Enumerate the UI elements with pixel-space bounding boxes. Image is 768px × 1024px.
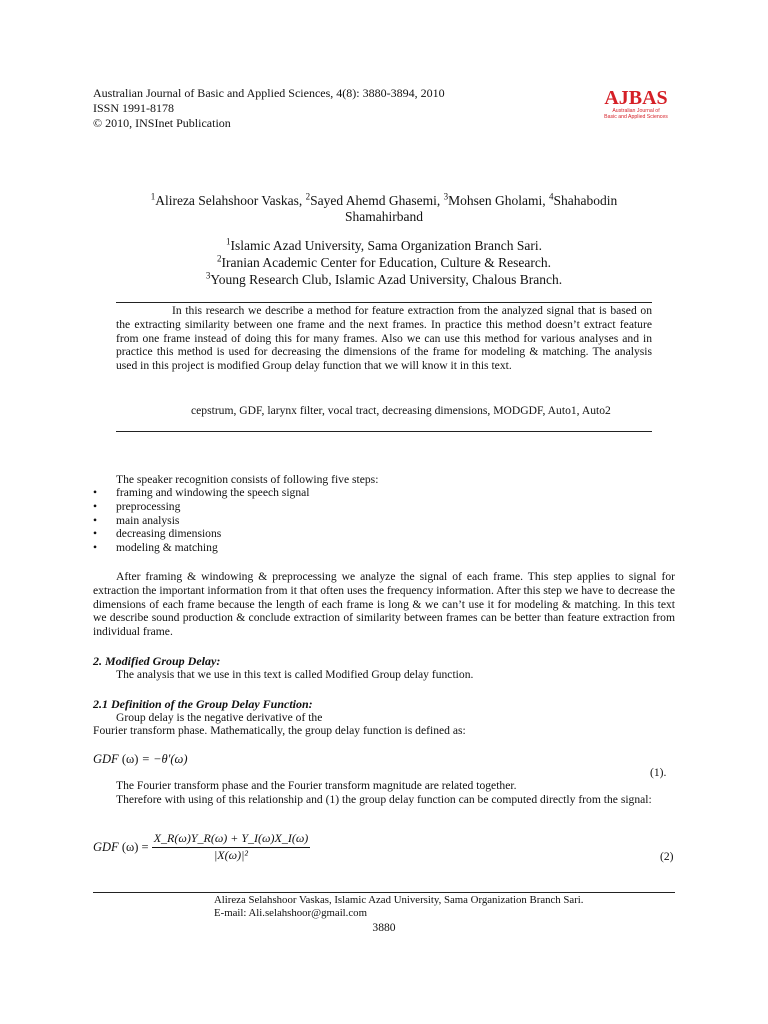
author-1: Alireza Selahshoor Vaskas, <box>155 193 306 208</box>
equation-1: GDF (ω) = −θ′(ω) <box>93 752 188 766</box>
equation-2-fraction <box>152 831 311 863</box>
list-item: • modeling & matching <box>93 541 310 555</box>
abstract-top-rule <box>116 302 652 303</box>
journal-citation: Australian Journal of Basic and Applied Sciences, 4(8): 3880-3894, 2010 <box>93 86 445 100</box>
author-3: Mohsen Gholami, <box>448 193 550 208</box>
author-4: Shahabodin <box>553 193 618 208</box>
intro-lead: The speaker recognition consists of following five steps: <box>116 473 379 486</box>
equation-1-number: (1). <box>650 766 667 779</box>
footer-rule <box>93 892 675 893</box>
issn: ISSN 1991-8178 <box>93 101 175 115</box>
author-4-continued: Shamahirband <box>345 209 423 224</box>
affiliation-2: $^2$Iranian Academic Center for Education, Culture & Research. <box>217 253 551 270</box>
affiliation-1: $^1$Islamic Azad University, Sama Organization Branch Sari. <box>225 236 543 253</box>
footer-affiliation: Alireza Selahshoor Vaskas, Islamic Azad University, Sama Organization Branch Sari. <box>214 894 584 906</box>
after-eq1-line-2: Therefore with using of this relationship and (1) the group delay function can be computed directly from the signal: <box>116 793 652 806</box>
equation-2-number: (2) <box>660 850 674 863</box>
abstract <box>116 304 652 373</box>
equation-2-numerator: X_R(ω)Y_R(ω) + Y_I(ω)X_I(ω) <box>152 831 311 848</box>
steps-list <box>93 486 310 555</box>
section-2-1-line-1: Group delay is the negative derivative of the <box>116 711 323 724</box>
section-2-1-line-2: Fourier transform phase. Mathematically, the group delay function is defined as: <box>93 724 466 737</box>
copyright: © 2010, INSInet Publication <box>93 116 231 130</box>
after-eq1-line-1: The Fourier transform phase and the Fourier transform magnitude are related together. <box>116 779 517 792</box>
logo-subtext-1: Australian Journal of <box>612 108 660 114</box>
list-item: • decreasing dimensions <box>93 527 310 541</box>
section-2-1-heading: 2.1 Definition of the Group Delay Function: <box>93 697 313 711</box>
equation-2: GDF (ω) = $\frac{X\_R(\omega)Y\_R(\omega) + Y\_I(\omega)X\_I(\omega)}{\text{|X(ω)|²}}$ <box>93 831 309 862</box>
logo-text: AJBAS <box>604 87 668 109</box>
section-2-heading: 2. Modified Group Delay: <box>93 654 221 668</box>
journal-logo <box>598 86 674 120</box>
logo-subtext-2: Basic and Applied Sciences <box>604 114 668 120</box>
list-item: • preprocessing <box>93 500 310 514</box>
intro-paragraph: After framing & windowing & preprocessing we analyze the signal of each frame. This step applies to signal for extraction the important information from it that often uses the frequency information. After this step we have to decrease the dimensions of each frame because the length of each frame is long & we can’t use it for modeling & matching. In this text we describe sound production & conclude extraction of similarity between frames can be better than feature extraction from individual frame. <box>93 570 675 639</box>
footer-email: E-mail: Ali.selahshoor@gmail.com <box>214 907 367 919</box>
page-number: 3880 <box>372 921 396 934</box>
equation-2-denominator: |X(ω)|² <box>214 848 248 862</box>
list-item: • framing and windowing the speech signal <box>93 486 310 500</box>
section-2-text: The analysis that we use in this text is called Modified Group delay function. <box>116 668 474 681</box>
abstract-bottom-rule <box>116 431 652 432</box>
author-2: Sayed Ahemd Ghasemi, <box>310 193 444 208</box>
list-item: • main analysis <box>93 514 310 528</box>
keywords: cepstrum, GDF, larynx filter, vocal tract, decreasing dimensions, MODGDF, Auto1, Auto2 <box>191 404 611 417</box>
abstract-text: In this research we describe a method for feature extraction from the analyzed signal that is based on the extracting similarity between one frame and the next frames. In practice this method doesn’t extract feature from one frame instead of doing this for many frames. Also we can use this method for various analyses and in practice this method is used for decreasing the dimensions of the frame for modeling & matching. The analysis used in this project is modified Group delay function that we will know it in this text. <box>116 304 652 373</box>
author-list: $^1$Alireza Selahshoor Vaskas, $^2$Sayed Ahemd Ghasemi, $^3$Mohsen Gholami, $^4$Shahabodin Shamahirband <box>150 191 618 224</box>
affiliation-3: $^3$Young Research Club, Islamic Azad University, Chalous Branch. <box>205 270 563 287</box>
